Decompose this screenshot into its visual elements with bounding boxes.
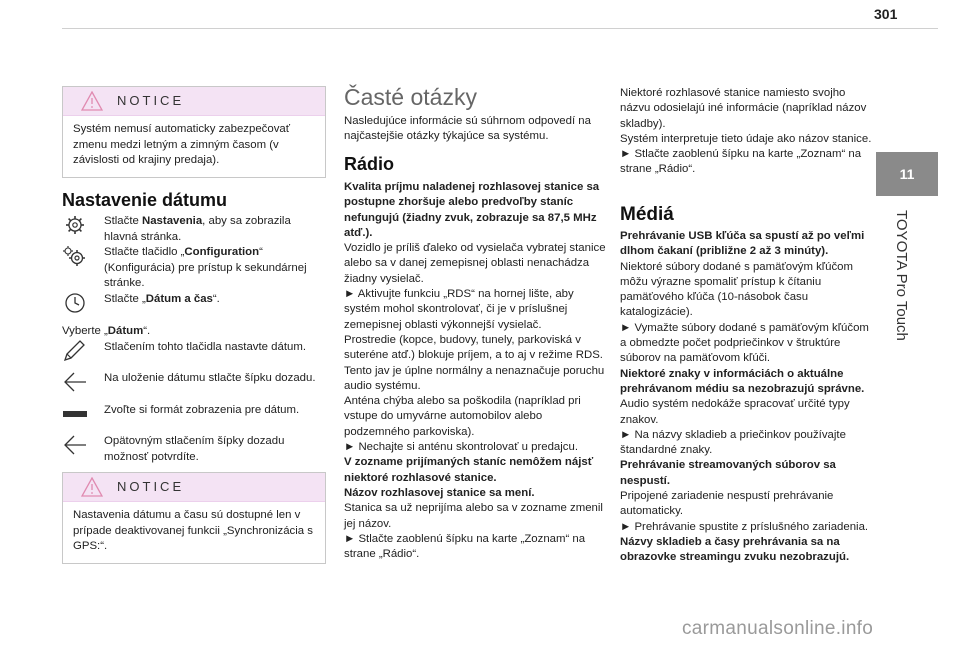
step-configuration — [62, 245, 326, 292]
step7-text: Opätovným stlačením šípky dozadu možnosť potvrdíte. — [104, 435, 285, 463]
faq-question: Kvalita príjmu naladenej rozhlasovej stanice sa postupne zhoršuje alebo predvoľby staníc nefungujú (žiadny zvuk, zobrazuje sa 87,5 MHz atď.). — [344, 181, 600, 239]
faq-intro: Nasledujúce informácie sú súhrnom odpovedí na najčastejšie otázky týkajúce sa systému. — [344, 115, 591, 143]
step1-pre: Stlačte — [104, 215, 142, 227]
step1-bold: Nastavenia — [142, 215, 203, 227]
faq-answer: Anténa chýba alebo sa poškodila (napríklad pri vstupe do umyvárne automobilov alebo podzemného parkoviska). — [344, 395, 581, 438]
notice-header — [63, 87, 325, 116]
watermark: carmanualsonline.info — [682, 618, 874, 639]
format-bar-icon — [62, 403, 88, 425]
step3-post: “. — [212, 293, 220, 305]
notice-title: NOTICE — [117, 93, 185, 108]
pencil-icon — [62, 340, 88, 362]
faq-question: V zozname prijímaných staníc nemôžem nájsť niektoré rozhlasové stanice. — [344, 456, 594, 484]
notice-box-1 — [62, 86, 326, 178]
faq-answer: Niektoré súbory dodané s pamäťovým kľúčom môžu výrazne spomaliť prístup k čítaniu pamäťového kľúča (10-násobok času katalogizácie). — [620, 260, 853, 319]
media-faq — [620, 229, 876, 566]
notice-text: Systém nemusí automaticky zabezpečovať zmenu medzi letným a zimným časom (v závislosti od krajiny predaja). — [73, 123, 290, 166]
faq-answer: Systém interpretuje tieto údaje ako názov stanice. — [620, 132, 872, 145]
step-confirm — [62, 434, 326, 465]
step1-post: , aby sa zobrazila hlavná stránka. — [104, 215, 291, 243]
faq-answer: Vozidlo je príliš ďaleko od vysielača vybratej stanice alebo sa v danej zemepisnej oblasti nenachádza žiadny vysielač. — [344, 242, 606, 285]
faq-answer: ► Prehrávanie spustite z príslušného zariadenia. — [620, 520, 869, 533]
faq-answer: Pripojené zariadenie nespustí prehrávanie automaticky. — [620, 490, 834, 518]
faq-question: Niektoré znaky v informáciách o aktuálne prehrávanom médiu sa nezobrazujú správne. — [620, 367, 865, 395]
step5-text: Na uloženie dátumu stlačte šípku dozadu. — [104, 372, 316, 384]
faq-question: Názvy skladieb a časy prehrávania sa na obrazovke streamingu zvuku nezobrazujú. — [620, 535, 850, 564]
faq-answer: Prostredie (kopce, budovy, tunely, parkoviská v suteréne atď.) blokuje príjem, a to aj v režime RDS. — [344, 333, 603, 362]
faq-answer: ► Nechajte si anténu skontrolovať u predajcu. — [344, 441, 578, 454]
step6-text: Zvoľte si formát zobrazenia pre dátum. — [104, 404, 300, 416]
faq-answer: Audio systém nedokáže spracovať určité typy znakov. — [620, 398, 850, 426]
select-post: “. — [143, 325, 151, 337]
gear-icon — [62, 214, 88, 236]
warning-icon — [81, 91, 103, 111]
step-date-time — [62, 292, 326, 308]
faq-answer: ► Na názvy skladieb a priečinkov používajte štandardné znaky. — [620, 428, 846, 457]
header-divider — [62, 28, 938, 29]
radio-heading: Rádio — [344, 154, 395, 174]
select-date-text — [62, 324, 150, 340]
step2-bold: Configuration — [184, 246, 260, 258]
step-set-date — [62, 340, 326, 356]
faq-answer: ► Vymažte súbory dodané s pamäťovým kľúčom a obmedzte počet podpriečinkov v štruktúre súborov na pamäťovom kľúči. — [620, 321, 869, 365]
chapter-tab[interactable]: 11 — [876, 152, 938, 196]
select-pre: Vyberte „ — [62, 325, 108, 337]
notice-text: Nastavenia dátumu a času sú dostupné len v prípade deaktivovanej funkcii „Synchronizácia s GPS:“. — [73, 509, 313, 552]
step2-post: “ (Konfigurácia) pre prístup k sekundárnej stránke. — [104, 246, 307, 289]
media-heading: Médiá — [620, 204, 674, 225]
faq-answer: Niektoré rozhlasové stanice namiesto svojho názvu odosielajú iné informácie (napríklad názov skladby). — [620, 87, 867, 130]
faq-question: Názov rozhlasovej stanice sa mení. — [344, 486, 535, 499]
notice-title: NOTICE — [117, 479, 185, 494]
faq-answer: ► Stlačte zaoblenú šípku na karte „Zoznam“ na strane „Rádio“. — [620, 148, 862, 176]
chapter-label — [880, 210, 920, 410]
notice-box-2 — [62, 472, 326, 564]
faq-answer: Tento jav je úplne normálny a nenaznačuje poruchu audio systému. — [344, 364, 605, 392]
faq-heading: Časté otázky — [344, 84, 477, 110]
chapter-label-text: TOYOTA Pro Touch — [893, 210, 910, 341]
step4-text: Stlačením tohto tlačidla nastavte dátum. — [104, 341, 306, 353]
back-arrow-icon — [62, 371, 88, 393]
notice-header — [63, 473, 325, 502]
step3-bold: Dátum a čas — [145, 293, 213, 305]
date-heading: Nastavenie dátumu — [62, 190, 228, 210]
step-date-format — [62, 403, 326, 419]
select-bold: Dátum — [107, 325, 144, 337]
radio-faq — [344, 180, 606, 562]
clock-icon — [62, 292, 88, 314]
step2-pre: Stlačte tlačidlo „ — [104, 246, 185, 258]
page-number: 301 — [874, 6, 898, 22]
faq-answer: ► Stlačte zaoblenú šípku na karte „Zoznam“ na strane „Rádio“. — [344, 532, 586, 561]
faq-answer: ► Aktivujte funkciu „RDS“ na hornej lište, aby systém mohol skontrolovať, či je v príslušnej zemepisnej oblasti výkonnejší vysielač. — [344, 288, 574, 331]
warning-icon — [81, 477, 103, 497]
back-arrow-icon — [62, 434, 88, 456]
faq-question: Prehrávanie streamovaných súborov sa nespustí. — [620, 459, 836, 487]
radio-faq-continued — [620, 86, 876, 178]
faq-answer: Stanica sa už neprijíma alebo sa v zozname zmenil jej názov. — [344, 502, 603, 530]
configuration-gears-icon — [62, 245, 88, 267]
step-settings — [62, 214, 326, 245]
faq-question: Prehrávanie USB kľúča sa spustí až po veľmi dlhom čakaní (približne 2 až 3 minúty). — [620, 230, 865, 258]
step3-pre: Stlačte „ — [104, 293, 146, 305]
step-save-date — [62, 371, 326, 387]
